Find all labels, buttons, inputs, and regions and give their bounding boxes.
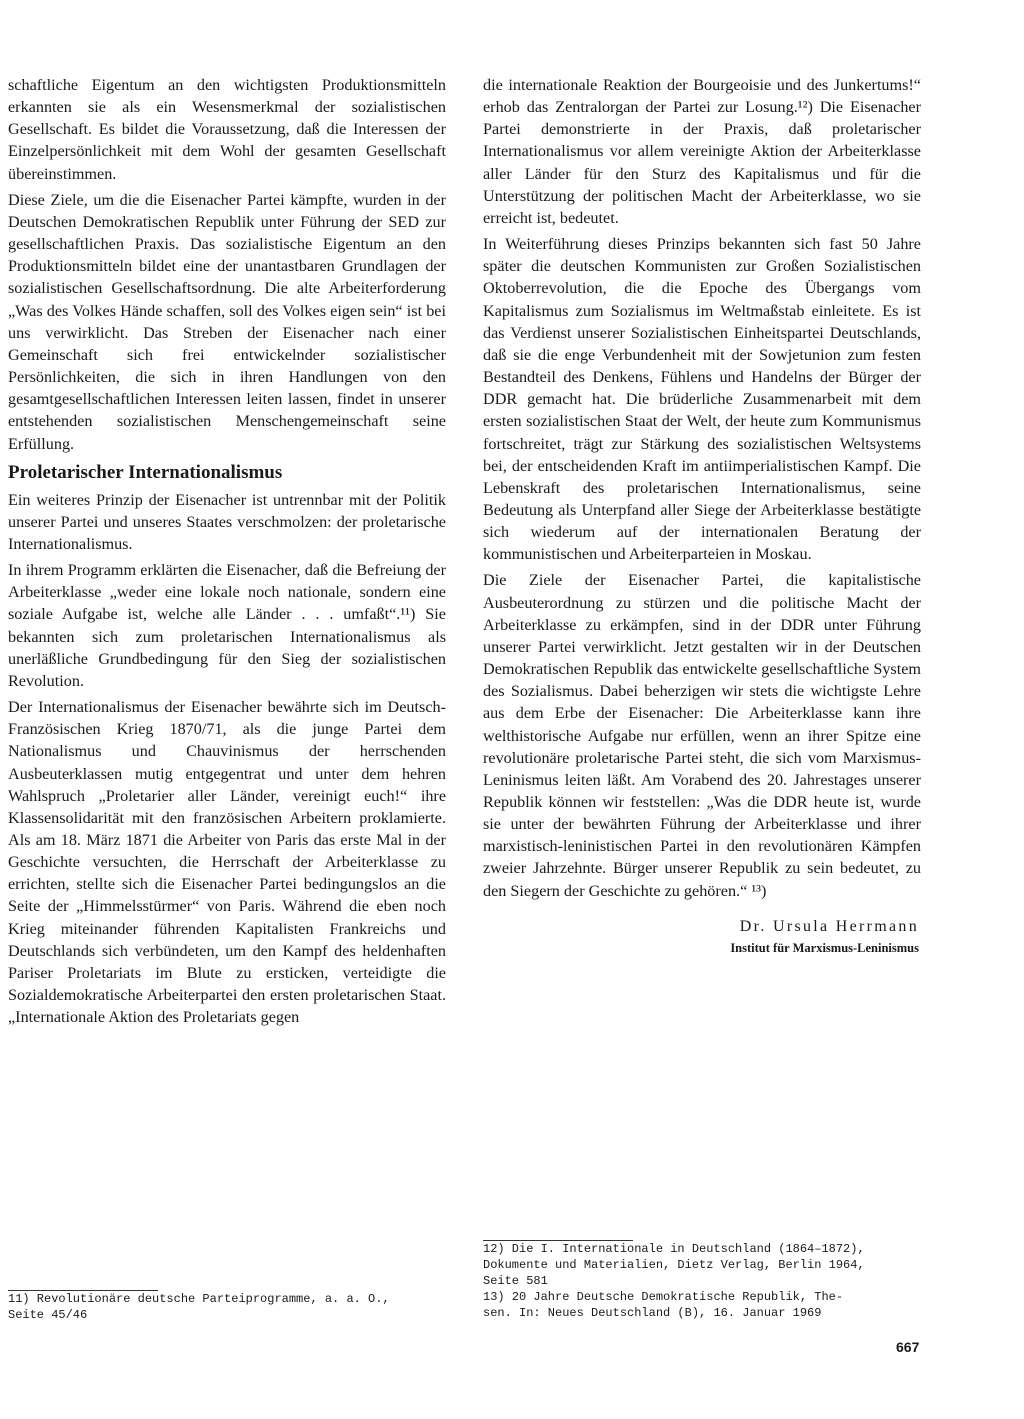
footnote-11-line-2: Seite 45/46 bbox=[8, 1308, 88, 1322]
right-column bbox=[483, 74, 921, 958]
left-paragraph-2: Diese Ziele, um die die Eisenacher Partei kämpfte, wurden in der Deutschen Demokratischen Republik unter Führung der SED zur gesellschaftlichen Praxis. Das sozialistische Eigentum an den Produktionsmitteln bildet eine der unantastbaren Grundlagen der sozialistischen Gesellschaftsordnung. Die alte Arbeiterforderung „Was des Volkes Hände schaffen, soll des Volkes eigen sein“ ist bei uns verwirklicht. Das Streben der Eisenacher nach einer Gemeinschaft sich frei entwickelnder sozialistischer Persönlichkeiten, die sich in ihren Handlungen von den gesamtgesellschaftlichen Interessen leiten lassen, findet in unserer entstehenden sozialistischen Menschengemeinschaft seine Erfüllung. bbox=[8, 190, 446, 453]
right-paragraph-1: die internationale Reaktion der Bourgeoisie und des Junkertums!“ erhob das Zentralorgan der Partei zur Losung.¹²) Die Eisenacher Partei demonstrierte in der Praxis, daß proletarischer Internationalismus vor allem vereinigte Aktion der Arbeiterklasse aller Länder für den Sturz des Kapitalismus und für die Unterstützung der politischen Macht der Arbeiterklasse, wo sie erreicht ist, bedeutet. bbox=[483, 76, 921, 227]
footnote-13-line-1: 13) 20 Jahre Deutsche Demokratische Republik, The- bbox=[483, 1290, 844, 1304]
page-number: 667 bbox=[896, 1339, 920, 1355]
left-paragraph-1: schaftliche Eigentum an den wichtigsten Produktionsmitteln erkannten sie als ein Wesensmerkmal der sozialistischen Gesellschaft. Es bildet die Voraussetzung, daß die Interessen der Einzelpersönlichkeit mit dem Wohl der gesamten Gesellschaft übereinstimmen. bbox=[8, 76, 446, 183]
left-paragraph-3: Ein weiteres Prinzip der Eisenacher ist untrennbar mit der Politik unserer Partei und unseres Staates verschmolzen: der proletarische Internationalismus. bbox=[8, 490, 446, 553]
footnotes-right bbox=[483, 1240, 921, 1321]
author-institute: Institut für Marxismus-Leninismus bbox=[730, 940, 919, 955]
footnote-11-line-1: 11) Revolutionäre deutsche Parteiprogramme, a. a. O., bbox=[8, 1292, 390, 1306]
footnote-12-line-3: Seite 581 bbox=[483, 1274, 548, 1288]
footnote-13-line-2: sen. In: Neues Deutschland (B), 16. Januar 1969 bbox=[483, 1306, 822, 1320]
author-block bbox=[483, 916, 921, 958]
footnote-12-line-1: 12) Die I. Internationale in Deutschland (1864–1872), bbox=[483, 1242, 865, 1256]
section-heading: Proletarischer Internationalismus bbox=[8, 461, 283, 483]
left-paragraph-5: Der Internationalismus der Eisenacher bewährte sich im Deutsch-Französischen Krieg 1870/71, als die junge Partei dem Nationalismus und Chauvinismus der herrschenden Ausbeuterklassen mutig entgegentrat und unter dem hehren Wahlspruch „Proletarier aller Länder, vereinigt euch!“ ihre Klassensolidarität mit den französischen Arbeitern proklamierte. Als am 18. März 1871 die Arbeiter von Paris das erste Mal in der Geschichte versuchten, die Herrschaft der Arbeiterklasse zu errichten, stellte sich die Eisenacher Partei bedingungslos an die Seite der „Himmelsstürmer“ von Paris. Während die eben noch Krieg miteinander führenden Kapitalisten Frankreichs und Deutschlands sich verbündeten, um den Kampf des heldenhaften Pariser Proletariats im Blute zu ersticken, verteidigte die Sozialdemokratische Arbeiterpartei den ersten proletarischen Staat. „Internationale Aktion des Proletariats gegen bbox=[8, 698, 446, 1027]
left-paragraph-4: In ihrem Programm erklärten die Eisenacher, daß die Befreiung der Arbeiterklasse „weder eine lokale noch nationale, sondern eine soziale Aufgabe ist, welche alle Länder . . . umfaßt“.¹¹) Sie bekannten sich zum proletarischen Internationalismus als unerläßliche Grundbedingung für den Sieg der sozialistischen Revolution. bbox=[8, 561, 446, 690]
footnotes-left bbox=[8, 1290, 446, 1323]
author-name: Dr. Ursula Herrmann bbox=[739, 917, 919, 935]
footnote-12-line-2: Dokumente und Materialien, Dietz Verlag, Berlin 1964, bbox=[483, 1258, 865, 1272]
right-paragraph-2: In Weiterführung dieses Prinzips bekannten sich fast 50 Jahre später die deutschen Kommunisten zur Großen Sozialistischen Oktoberrevolution, die die Epoche des Übergangs vom Kapitalismus zum Sozialismus im Weltmaßstab einleitete. Es ist das Verdienst unserer Sozialistischen Einheitspartei Deutschlands, daß sie die enge Verbundenheit mit der Sowjetunion zum festen Bestandteil des Denkens, Fühlens und Handelns der Bürger der DDR gemacht hat. Die brüderliche Zusammenarbeit mit dem ersten sozialistischen Staat der Welt, der heute zum Kommunismus fortschreitet, trägt zur Stärkung des sozialistischen Weltsystems bei, der entscheidenden Kraft im antiimperialistischen Kampf. Die Lebenskraft des proletarischen Internationalismus, seine Bedeutung als Unterpfand aller Siege der Arbeiterklasse bestätigte sich wiederum auf der internationalen Beratung der kommunistischen und Arbeiterparteien in Moskau. bbox=[483, 235, 921, 564]
right-paragraph-3: Die Ziele der Eisenacher Partei, die kapitalistische Ausbeuterordnung zu stürzen und die politische Macht der Arbeiterklasse zu erkämpfen, sind in der DDR unter Führung unserer Partei verwirklicht. Jetzt gestalten wir in der Deutschen Demokratischen Republik das entwickelte gesellschaftliche System des Sozialismus. Dabei beherzigen wir stets die wichtigste Lehre aus dem Erbe der Eisenacher: Die Arbeiterklasse kann ihre welthistorische Aufgabe nur erfüllen, wenn an ihrer Spitze eine revolutionäre proletarische Partei steht, die sich vom Marxismus-Leninismus leiten läßt. Am Vorabend des 20. Jahrestages unserer Republik können wir feststellen: „Was die DDR heute ist, wurde sie unter der bewährten Führung der Arbeiterklasse und ihrer marxistisch-leninistischen Partei in den revolutionären Kämpfen zweier Jahrzehnte. Bürger unserer Republik zu sein bedeutet, zu den Siegern der Geschichte zu gehören.“ ¹³) bbox=[483, 571, 921, 900]
left-column bbox=[8, 74, 446, 1032]
